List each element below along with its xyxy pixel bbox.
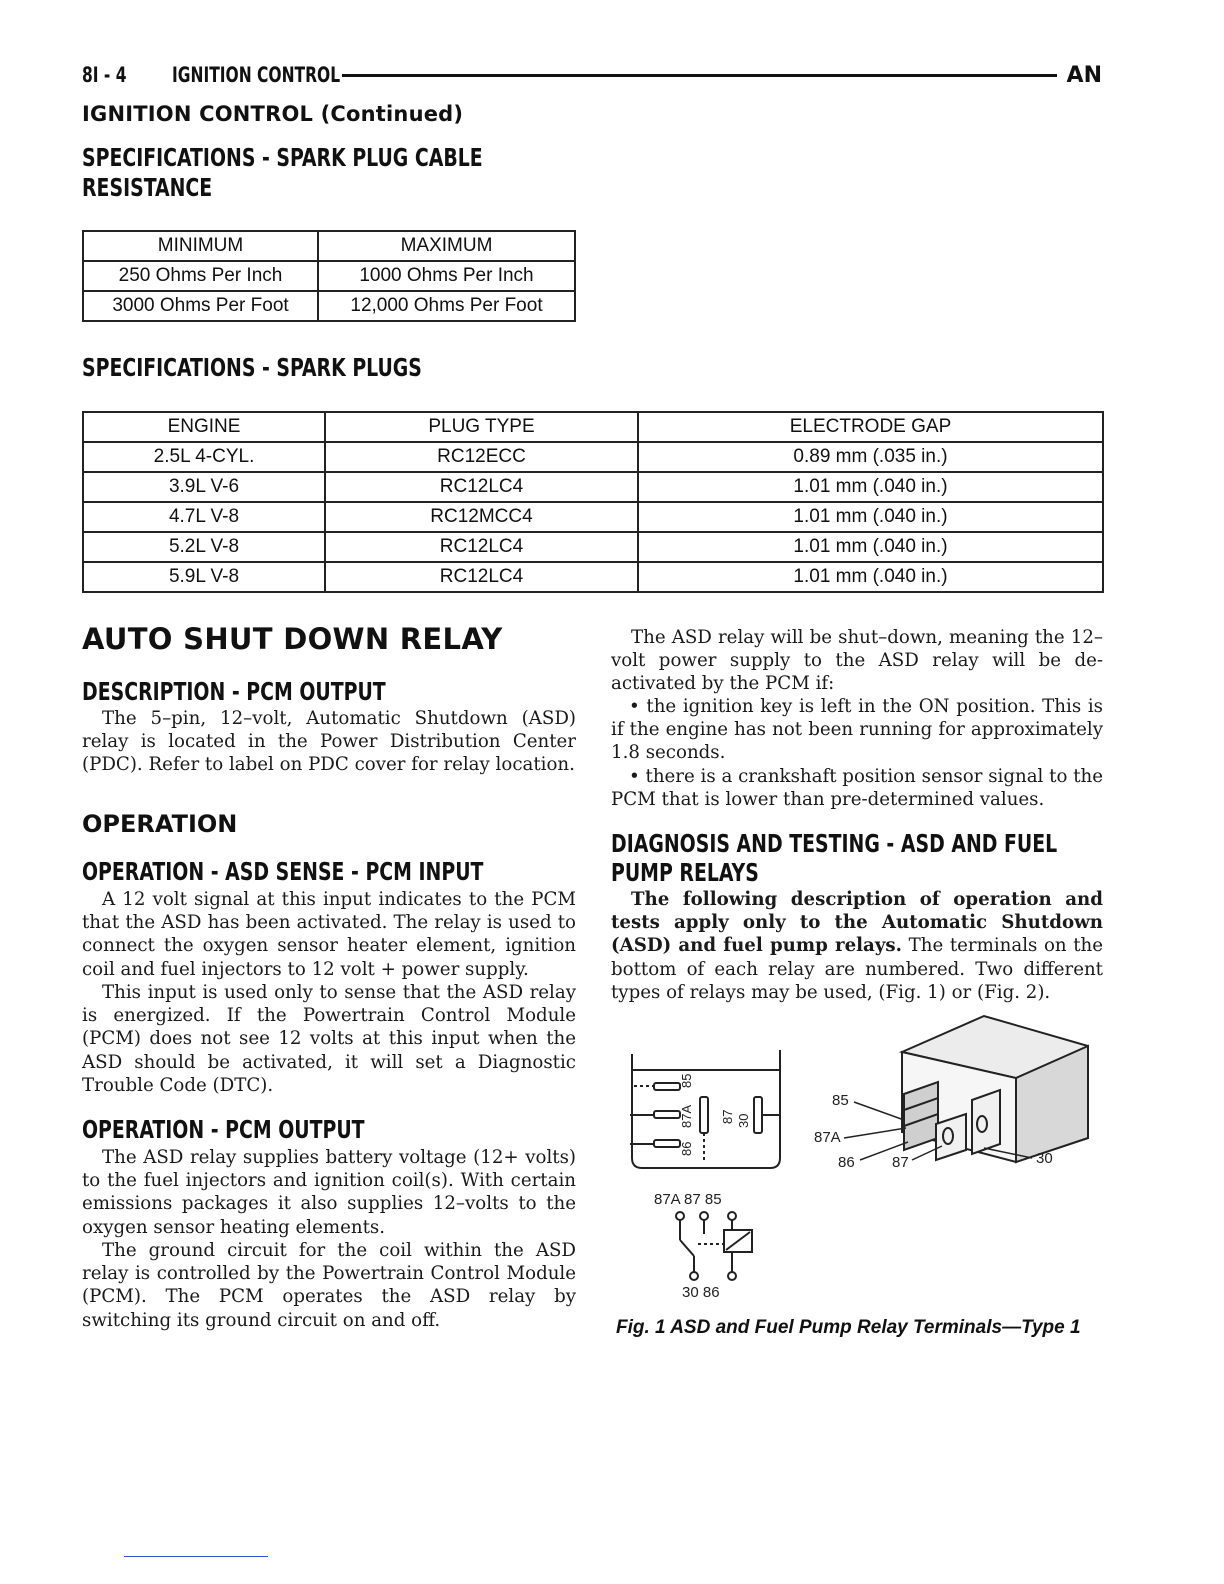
spec-plugs-heading: SPECIFICATIONS - SPARK PLUGS xyxy=(82,353,422,382)
pin-label-87: 87 xyxy=(720,1109,735,1124)
table-row xyxy=(83,291,575,321)
shutdown-intro: The ASD relay will be shut–down, meaning the 12–volt power supply to the ASD relay will be de-activated by the PCM if: xyxy=(611,627,1103,695)
spec-cable-heading xyxy=(82,143,483,203)
label-87: 87 xyxy=(892,1154,909,1171)
pcm-output-paragraph-1: The ASD relay supplies battery voltage (12+ volts) to the fuel injectors and ignition coil(s). With certain emissions packages it also supplies 12–volts to the oxygen sensor heating elements. xyxy=(82,1147,576,1238)
label-30: 30 xyxy=(1036,1150,1053,1167)
table-cell: 3000 Ohms Per Foot xyxy=(83,291,318,321)
table-cell: RC12ECC xyxy=(325,442,638,472)
table-row xyxy=(83,442,1103,472)
table-row xyxy=(83,532,1103,562)
operation-heading: OPERATION xyxy=(82,810,238,838)
table-cell: 3.9L V-6 xyxy=(83,472,325,502)
table-header-row xyxy=(83,231,575,261)
label-85: 85 xyxy=(832,1092,849,1109)
cable-resistance-table xyxy=(82,230,576,322)
continued-title: IGNITION CONTROL (Continued) xyxy=(82,102,464,126)
table-row xyxy=(83,562,1103,592)
table-cell: 1.01 mm (.040 in.) xyxy=(638,532,1103,562)
table-cell: 5.9L V-8 xyxy=(83,562,325,592)
section-title: IGNITION CONTROL xyxy=(172,63,341,87)
table-cell: RC12LC4 xyxy=(325,532,638,562)
diagnosis-text: The terminals on the bottom of each relay are numbered. Two different types of relays may be used, (Fig. 1) or (Fig. 2). xyxy=(611,935,1104,1003)
diagnosis-heading-line1: DIAGNOSIS AND TESTING - ASD AND FUEL xyxy=(611,829,1058,858)
label-87a: 87A xyxy=(814,1129,841,1146)
table-header-cell: PLUG TYPE xyxy=(325,412,638,442)
pin-label-85: 85 xyxy=(679,1073,694,1088)
spec-cable-heading-line2: RESISTANCE xyxy=(82,173,213,202)
description-heading: DESCRIPTION - PCM OUTPUT xyxy=(82,677,386,706)
diagnosis-bold-text: The following description of operation and tests apply only to the Automatic Shutdown (ASD) and fuel pump relays. xyxy=(611,889,1103,957)
table-cell: 12,000 Ohms Per Foot xyxy=(318,291,575,321)
shutdown-bullet-2: • there is a crankshaft position sensor signal to the PCM that is lower than pre-determined values. xyxy=(611,766,1103,811)
pin-label-86: 86 xyxy=(679,1141,694,1156)
asd-sense-heading: OPERATION - ASD SENSE - PCM INPUT xyxy=(82,857,484,886)
table-cell: 0.89 mm (.035 in.) xyxy=(638,442,1103,472)
spark-plugs-table xyxy=(82,411,1104,593)
diagnosis-heading-line2: PUMP RELAYS xyxy=(611,858,759,887)
relay-bottom-view xyxy=(630,1050,780,1168)
table-header-cell: ELECTRODE GAP xyxy=(638,412,1103,442)
pcm-output-paragraph-2: The ground circuit for the coil within the ASD relay is controlled by the Powertrain Control Module (PCM). The PCM operates the ASD relay by switching its ground circuit on and off. xyxy=(82,1240,576,1331)
table-row xyxy=(83,502,1103,532)
table-cell: 1.01 mm (.040 in.) xyxy=(638,472,1103,502)
model-code: AN xyxy=(1066,62,1102,88)
table-cell: 1.01 mm (.040 in.) xyxy=(638,502,1103,532)
table-row xyxy=(83,472,1103,502)
table-cell: 1.01 mm (.040 in.) xyxy=(638,562,1103,592)
asd-sense-paragraph-1: A 12 volt signal at this input indicates to the PCM that the ASD has been activated. The relay is used to connect the oxygen sensor heater element, ignition coil and fuel injectors to 12 volt + power supply. xyxy=(82,889,576,980)
table-cell: 250 Ohms Per Inch xyxy=(83,261,318,291)
table-cell: 2.5L 4-CYL. xyxy=(83,442,325,472)
diagnosis-heading xyxy=(611,829,1057,887)
table-row xyxy=(83,261,575,291)
pin-label-87a: 87A xyxy=(679,1104,694,1128)
table-header-cell: ENGINE xyxy=(83,412,325,442)
schematic-top-labels: 87A 87 85 xyxy=(654,1191,722,1208)
table-header-cell: MAXIMUM xyxy=(318,231,575,261)
label-86: 86 xyxy=(838,1154,855,1171)
footer-line xyxy=(124,1556,268,1557)
figure-caption: Fig. 1 ASD and Fuel Pump Relay Terminals—Type 1 xyxy=(616,1317,1081,1338)
relay-pin-labels-rotated xyxy=(679,1074,751,1156)
pcm-output-heading: OPERATION - PCM OUTPUT xyxy=(82,1115,365,1144)
description-text: The 5–pin, 12–volt, Automatic Shutdown (ASD) relay is located in the Power Distribution Center (PDC). Refer to label on PDC cover for relay location. xyxy=(82,708,576,776)
table-cell: RC12LC4 xyxy=(325,472,638,502)
diagnosis-paragraph xyxy=(611,888,1103,1004)
page-number: 8I - 4 xyxy=(82,63,127,87)
table-cell: 1000 Ohms Per Inch xyxy=(318,261,575,291)
relay-schematic xyxy=(676,1212,752,1280)
table-cell: RC12MCC4 xyxy=(325,502,638,532)
table-header-cell: MINIMUM xyxy=(83,231,318,261)
pin-label-30: 30 xyxy=(736,1113,751,1128)
relay-terminals-figure xyxy=(612,1010,1104,1310)
header-rule xyxy=(342,74,1057,77)
schematic-bottom-labels: 30 86 xyxy=(682,1284,720,1301)
table-cell: 4.7L V-8 xyxy=(83,502,325,532)
spec-cable-heading-line1: SPECIFICATIONS - SPARK PLUG CABLE xyxy=(82,143,483,172)
asd-sense-paragraph-2: This input is used only to sense that the ASD relay is energized. If the Powertrain Control Module (PCM) does not see 12 volts at this input when the ASD should be activated, it will set a Diagnostic Trouble Code (DTC). xyxy=(82,982,576,1096)
table-cell: RC12LC4 xyxy=(325,562,638,592)
shutdown-bullet-1: • the ignition key is left in the ON position. This is if the engine has not been running for approximately 1.8 seconds. xyxy=(611,696,1103,764)
table-header-row xyxy=(83,412,1103,442)
table-cell: 5.2L V-8 xyxy=(83,532,325,562)
asd-heading: AUTO SHUT DOWN RELAY xyxy=(82,622,503,656)
relay-3d-view xyxy=(902,1016,1088,1162)
running-head xyxy=(82,60,1102,90)
